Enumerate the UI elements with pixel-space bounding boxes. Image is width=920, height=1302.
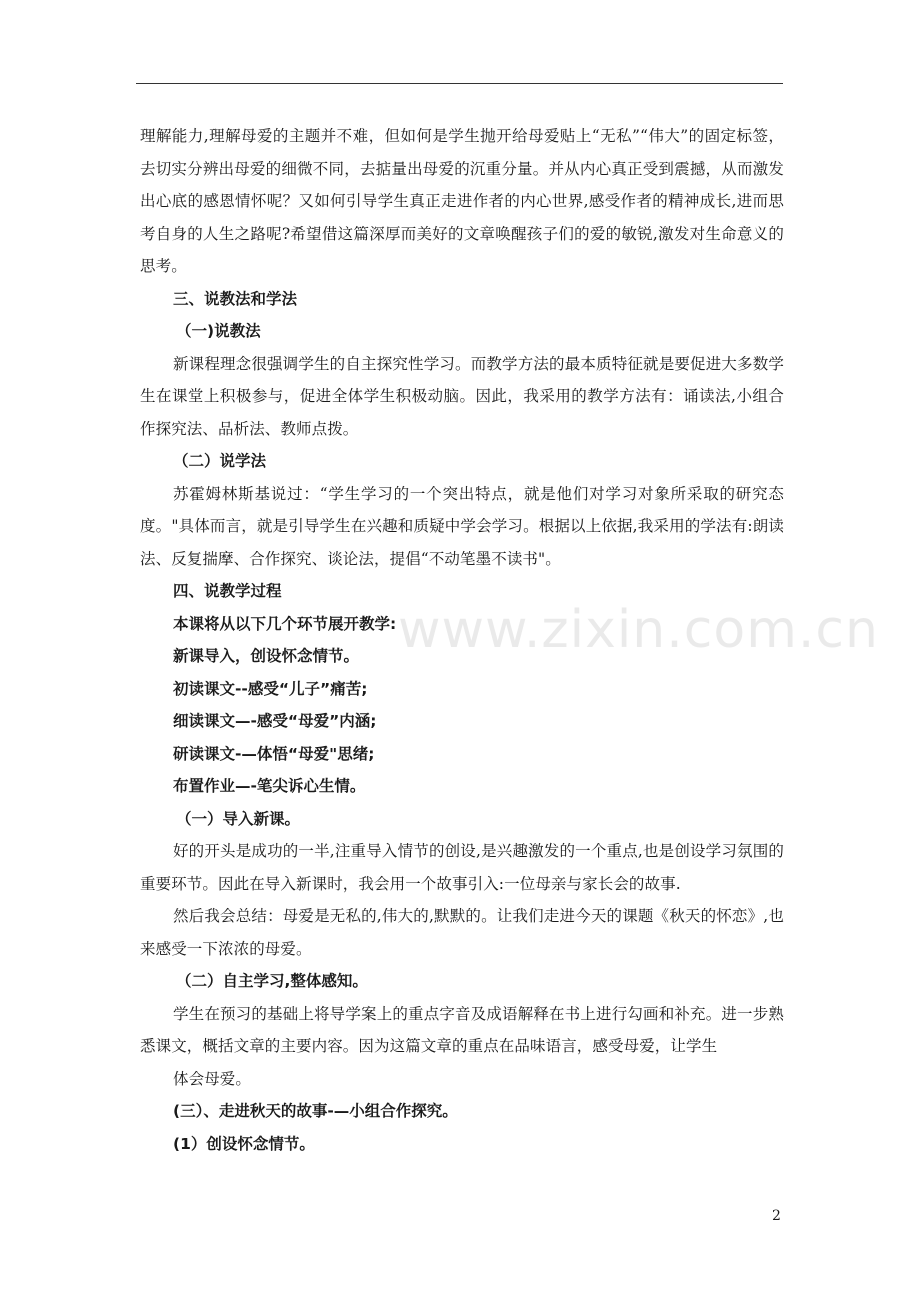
paragraph: 学生在预习的基础上将导学案上的重点字音及成语解释在书上进行勾画和补充。进一步熟悉课文，概括文章的主要内容。因为这篇文章的重点在品味语言，感受母爱，让学生 [140, 1004, 784, 1055]
paragraph: 然后我会总结：母爱是无私的,伟大的,默默的。让我们走进今天的课题《秋天的怀恋》,也来感受一下浓浓的母爱。 [140, 907, 784, 958]
subsection-heading: （二）说学法 [173, 452, 267, 470]
process-line: 布置作业—-笔尖诉心生情。 [173, 777, 366, 795]
paragraph: 理解能力,理解母爱的主题并不难，但如何是学生抛开给母爱贴上“无私”“伟大”的固定标签，去切实分辨出母爱的细微不同，去掂量出母爱的沉重分量。并从内心真正受到震撼，从而激发出心底的感恩情怀呢？又如何引导学生真正走进作者的内心世界,感受作者的精神成长,进而思考自身的人生之路呢?希望借这篇深厚而美好的文章唤醒孩子们的爱的敏锐,激发对生命意义的思考。 [140, 127, 784, 275]
section-heading: 三、说教法和学法 [173, 289, 298, 308]
page-number: 2 [772, 1208, 781, 1224]
process-line: 初读课文--感受“儿子”痛苦; [173, 679, 368, 698]
paragraph: 好的开头是成功的一半,注重导入情节的创设,是兴趣激发的一个重点,也是创设学习氛围的重要环节。因此在导入新课时，我会用一个故事引入:一位母亲与家长会的故事. [140, 842, 784, 893]
section-heading: 四、说教学过程 [173, 582, 282, 600]
process-line: 研读课文-—体悟“母爱"思绪; [173, 744, 375, 763]
subsection-heading: （二）自主学习,整体感知。 [176, 972, 368, 990]
subsection-heading: (1）创设怀念情节。 [173, 1134, 315, 1153]
subsection-heading: (三）、走进秋天的故事-—小组合作探究。 [173, 1102, 458, 1120]
subsection-heading: （一）导入新课。 [176, 809, 301, 828]
header-rule [136, 83, 783, 84]
paragraph-tail: 体会母爱。 [173, 1069, 252, 1088]
process-line: 本课将从以下几个环节展开教学: [173, 614, 397, 633]
process-line: 新课导入，创设怀念情节。 [173, 647, 360, 665]
subsection-heading: （一)说教法 [176, 322, 261, 340]
document-body [140, 120, 784, 1160]
paragraph: 新课程理念很强调学生的自主探究性学习。而教学方法的最本质特征就是要促进大多数学生在课堂上积极参与，促进全体学生积极动脑。因此，我采用的教学方法有：诵读法,小组合作探究法、品析法、教师点拨。 [140, 354, 784, 438]
paragraph: 苏霍姆林斯基说过：“学生学习的一个突出特点，就是他们对学习对象所采取的研究态度。"具体而言，就是引导学生在兴趣和质疑中学会学习。根据以上依据,我采用的学法有:朗读法、反复揣摩、合作探究、谈论法，提倡“不动笔墨不读书"。 [140, 484, 784, 568]
watermark: www.zixin.com.cn [398, 600, 879, 660]
process-line: 细读课文—-感受“母爱”内涵; [173, 712, 377, 730]
